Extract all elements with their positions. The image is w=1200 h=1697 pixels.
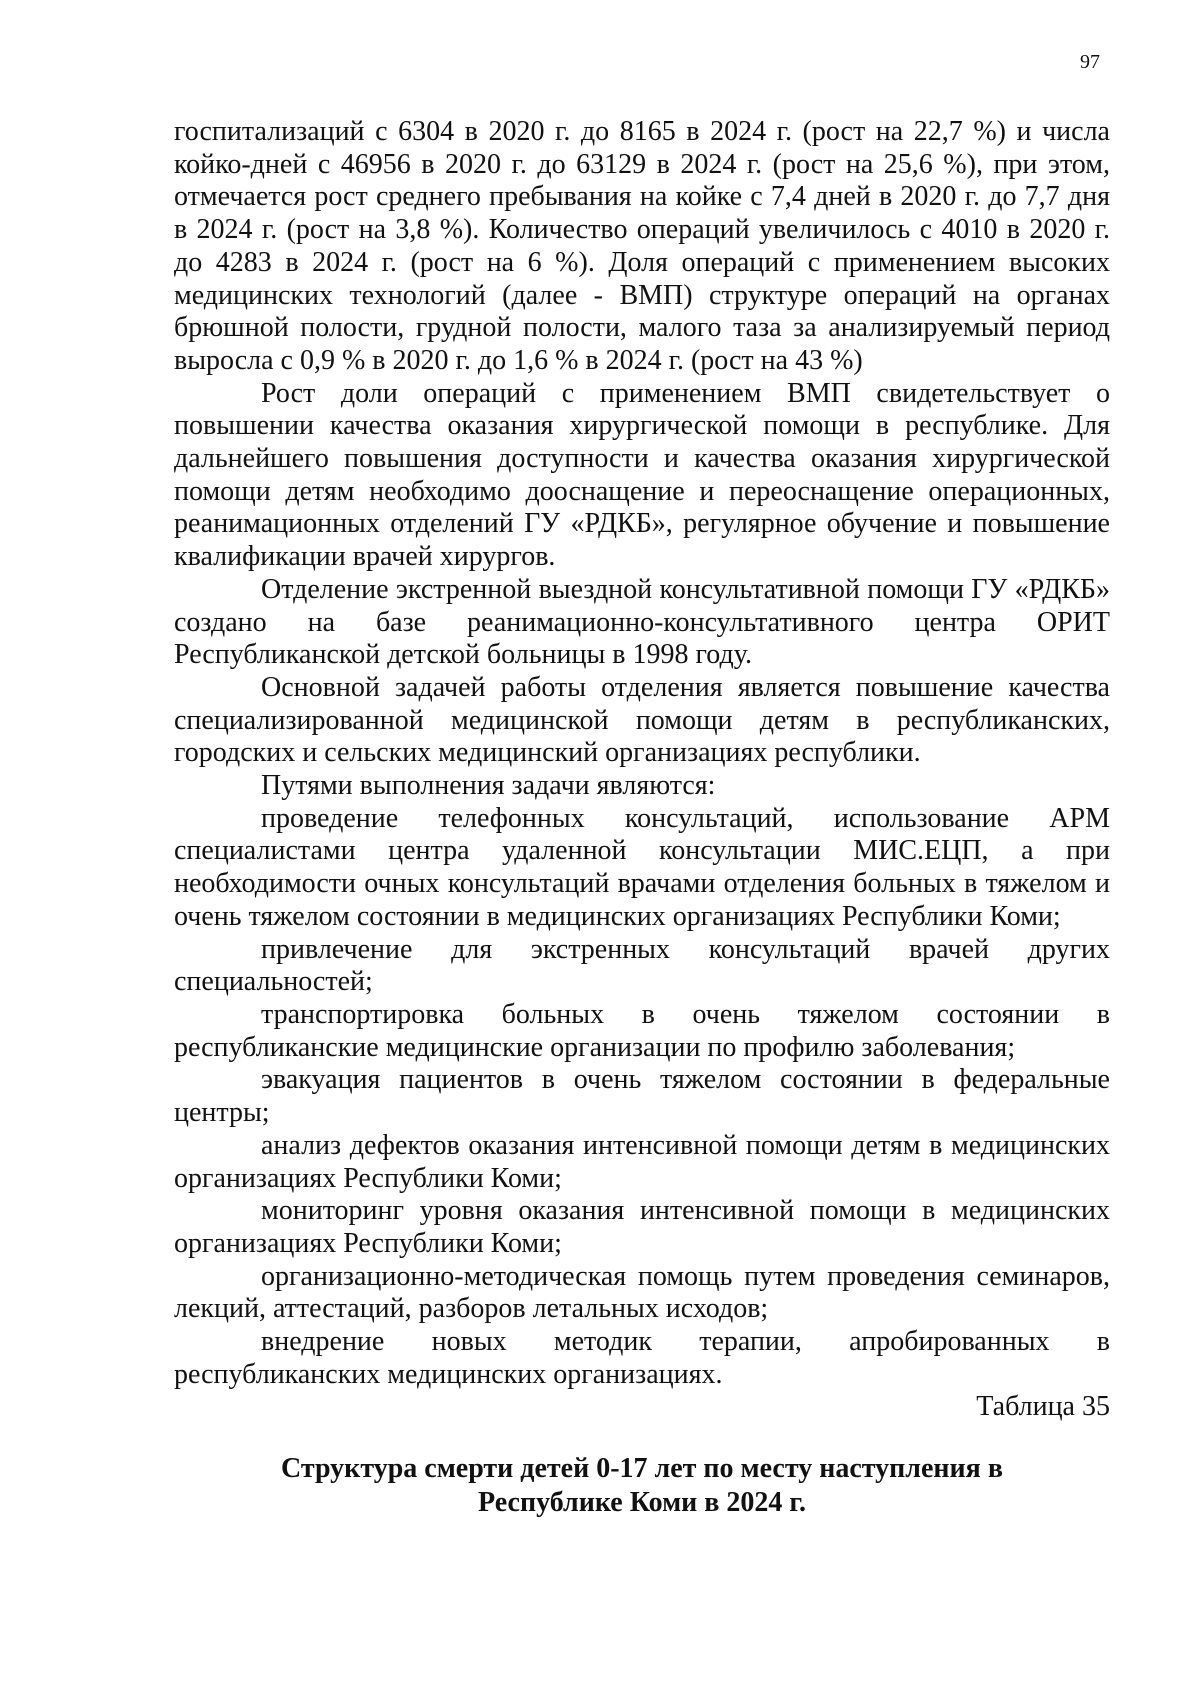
document-body [174, 116, 1110, 1424]
list-item-new-methods: внедрение новых методик терапии, апробированных в республиканских медицинских организациях. [174, 1326, 1110, 1390]
table-title [174, 1452, 1110, 1520]
list-item-phone-consultations: проведение телефонных консультаций, использование АРМ специалистами центра удаленной консультации МИС.ЕЦП, а при необходимости очных консультаций врачами отделения больных в тяжелом и очень тяжелом состоянии в медицинских организациях Республики Коми; [174, 802, 1110, 932]
paragraph-hospitalization-stats: госпитализаций с 6304 в 2020 г. до 8165 в 2024 г. (рост на 22,7 %) и числа койко-дней с 46956 в 2020 г. до 63129 в 2024 г. (рост на 25,6 %), при этом, отмечается рост среднего пребывания на койке с 7,4 дней в 2020 г. до 7,7 дня в 2024 г. (рост на 3,8 %). Количество операций увеличилось с 4010 в 2020 г. до 4283 в 2024 г. (рост на 6 %). Доля операций с применением высоких медицинских технологий (далее - ВМП) структуре операций на органах брюшной полости, грудной полости, малого таза за анализируемый период выросла с 0,9 % в 2020 г. до 1,6 % в 2024 г. (рост на 43 %) [174, 116, 1110, 376]
paragraph-ways-intro: Путями выполнения задачи являются: [261, 770, 716, 802]
list-item-defect-analysis: анализ дефектов оказания интенсивной помощи детям в медицинских организациях Республики Коми; [174, 1129, 1110, 1194]
table-title-line-2: Республике Коми в 2024 г. [478, 1487, 806, 1518]
paragraph-vmp-growth: Рост доли операций с применением ВМП свидетельствует о повышении качества оказания хирургической помощи в республике. Для дальнейшего повышения доступности и качества оказания хирургической помощи детям необходимо дооснащение и переоснащение операционных, реанимационных отделений ГУ «РДКБ», регулярное обучение и повышение квалификации врачей хирургов. [174, 377, 1110, 573]
table-label: Таблица 35 [976, 1391, 1110, 1423]
paragraph-main-task: Основной задачей работы отделения является повышение качества специализированной медицинской помощи детям в республиканских, городских и сельских медицинский организациях республики. [174, 671, 1110, 769]
list-item-monitoring: мониторинг уровня оказания интенсивной помощи в медицинских организациях Республики Коми; [174, 1195, 1110, 1259]
table-title-line-1: Структура смерти детей 0-17 лет по месту наступления в [281, 1453, 1003, 1484]
list-item-evacuation: эвакуация пациентов в очень тяжелом состоянии в федеральные центры; [174, 1064, 1110, 1129]
list-item-transportation: транспортировка больных в очень тяжелом состоянии в республиканские медицинские организации по профилю заболевания; [174, 998, 1110, 1063]
list-item-specialists: привлечение для экстренных консультаций врачей других специальностей; [174, 933, 1110, 998]
paragraph-department-history: Отделение экстренной выездной консультативной помощи ГУ «РДКБ» создано на базе реанимационно-консультативного центра ОРИТ Республиканской детской больницы в 1998 году. [174, 573, 1110, 671]
page-number: 97 [1080, 51, 1100, 73]
list-item-methodical-help: организационно-методическая помощь путем проведения семинаров, лекций, аттестаций, разборов летальных исходов; [174, 1260, 1110, 1325]
